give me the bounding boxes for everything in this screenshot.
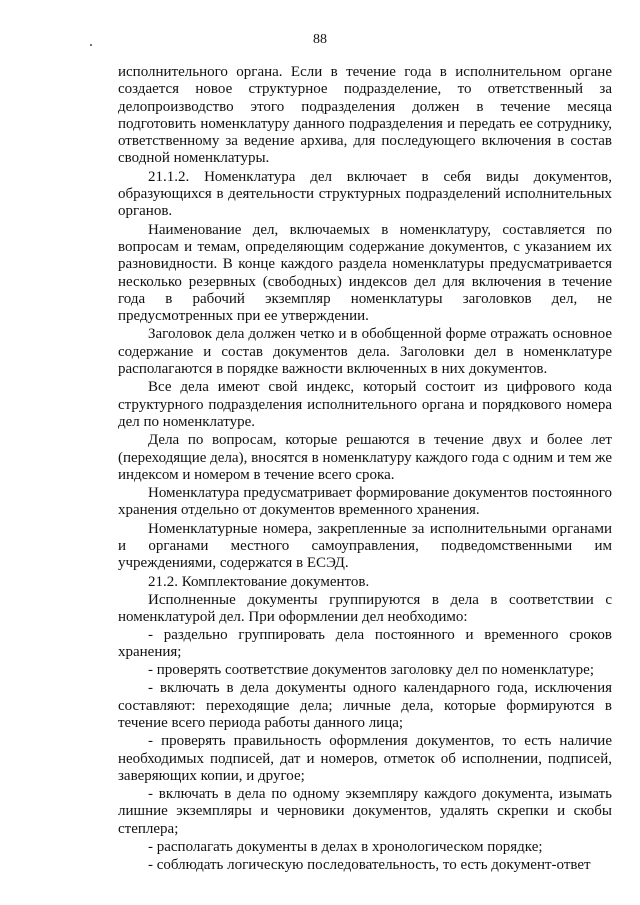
paragraph: Все дела имеют свой индекс, который состоит из цифрового кода структурного подразделения исполнительного органа и порядкового номера дел по номенклатуре. <box>118 379 612 430</box>
list-item: - включать в дела по одному экземпляру каждого документа, изымать лишние экземпляры и черновики документов, удалять скрепки и скобы степлера; <box>118 786 612 837</box>
list-item: - располагать документы в делах в хронологическом порядке; <box>148 839 543 856</box>
paragraph: Исполненные документы группируются в дела в соответствии с номенклатурой дел. При оформлении дел необходимо: <box>118 591 612 626</box>
section-heading: 21.2. Комплектование документов. <box>148 573 370 590</box>
margin-mark <box>90 44 92 46</box>
document-body <box>118 64 612 875</box>
list-item: - соблюдать логическую последовательность, то есть документ-ответ <box>148 857 591 874</box>
list-item: - проверять правильность оформления документов, то есть наличие необходимых подписей, дат и номеров, отметок об исполнении, подписей, заверяющих копии, и другое; <box>118 733 612 784</box>
paragraph: Номенклатурные номера, закрепленные за исполнительными органами и органами местного самоуправления, подведомственными им учреждениями, содержатся в ЕСЭД. <box>118 520 612 572</box>
paragraph: Наименование дел, включаемых в номенклатуру, составляется по вопросам и темам, определяющим содержание документов, с указанием их разновидности. В конце каждого раздела номенклатуры предусматривается несколько резервных (свободных) индексов дел для включения в течение года в рабочий экземпляр номенклатуры заголовков дел, не предусмотренных при ее утверждении. <box>118 221 612 325</box>
list-item: - раздельно группировать дела постоянного и временного сроков хранения; <box>118 626 612 660</box>
list-item: - проверять соответствие документов заголовку дел по номенклатуре; <box>148 662 594 679</box>
paragraph: 21.1.2. Номенклатура дел включает в себя виды документов, образующихся в деятельности структурных подразделений исполнительных органов. <box>118 168 612 220</box>
paragraph: исполнительного органа. Если в течение года в исполнительном органе создается новое структурное подразделение, то ответственный за делопроизводство этого подразделения должен в течение месяца подготовить номенклатуру данного подразделения и передать ее сотруднику, ответственному за ведение архива, для последующего включения в состав сводной номенклатуры. <box>118 64 612 167</box>
paragraph: Номенклатура предусматривает формирование документов постоянного хранения отдельно от документов временного хранения. <box>118 485 612 519</box>
list-item: - включать в дела документы одного календарного года, исключения составляют: переходящие дела; личные дела, которые формируются в течение всего периода работы данного лица; <box>118 680 612 731</box>
paragraph: Заголовок дела должен четко и в обобщенной форме отражать основное содержание и состав документов дела. Заголовки дел в номенклатуре располагаются в порядке важности включенных в них документов. <box>118 326 612 378</box>
paragraph: Дела по вопросам, которые решаются в течение двух и более лет (переходящие дела), вносятся в номенклатуру каждого года с одним и тем же индексом и номером в течение всего срока. <box>118 432 612 483</box>
page-number: 88 <box>313 32 327 47</box>
